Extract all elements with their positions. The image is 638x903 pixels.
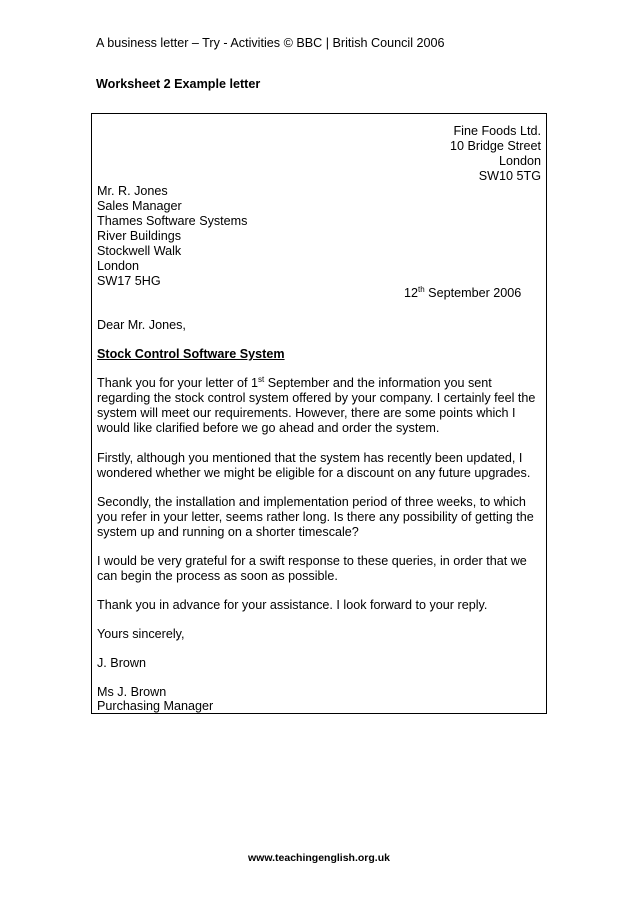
sender-postcode: SW10 5TG: [478, 169, 541, 183]
para1-suffix: st: [258, 375, 265, 384]
paragraph-3: Secondly, the installation and implementation period of three weeks, to which you refer in your letter, seems rather long. Is there any possibility of getting the system up and running on a shorter timescale?: [97, 495, 534, 539]
salutation: Dear Mr. Jones,: [97, 318, 186, 332]
recipient-company: Thames Software Systems: [97, 214, 248, 228]
sender-street: 10 Bridge Street: [449, 139, 541, 153]
sender-address: [450, 124, 541, 184]
signatory-title: Purchasing Manager: [97, 699, 214, 713]
recipient-building: River Buildings: [97, 229, 181, 243]
letter-date: [404, 286, 521, 300]
paragraph-1: [97, 376, 543, 436]
date-rest: September 2006: [424, 286, 522, 300]
recipient-street: Stockwell Walk: [97, 244, 182, 258]
recipient-title: Sales Manager: [97, 199, 182, 213]
recipient-postcode: SW17 5HG: [97, 274, 161, 288]
recipient-address: [97, 184, 247, 289]
recipient-name: Mr. R. Jones: [97, 184, 168, 198]
worksheet-title: Worksheet 2 Example letter: [96, 77, 261, 91]
paragraph-5: Thank you in advance for your assistance. I look forward to your reply.: [97, 598, 488, 612]
page-header: A business letter – Try - Activities © BBC | British Council 2006: [96, 36, 445, 50]
sender-company: Fine Foods Ltd.: [453, 124, 541, 138]
recipient-city: London: [97, 259, 140, 273]
paragraph-2: Firstly, although you mentioned that the system has recently been updated, I wondered whether we might be eligible for a discount on any future upgrades.: [97, 451, 531, 480]
footer-url: www.teachingenglish.org.uk: [248, 852, 390, 864]
sender-city: London: [498, 154, 541, 168]
letter-box: [91, 113, 547, 714]
date-day: 12: [404, 286, 419, 300]
signature: J. Brown: [97, 656, 146, 670]
signatory-name: Ms J. Brown: [97, 685, 167, 699]
closing: Yours sincerely,: [97, 627, 185, 641]
subject-line: Stock Control Software System: [97, 347, 285, 361]
paragraph-4: I would be very grateful for a swift response to these queries, in order that we can begin the process as soon as possible.: [97, 554, 527, 583]
para1-after: September and the information you sent regarding the stock control system offered by your company. I certainly feel the system will meet our requirements. However, there are some points which I would like clarified before we go ahead and order the system.: [97, 376, 536, 435]
date-suffix: th: [418, 285, 425, 294]
para1-before: Thank you for your letter of 1: [97, 376, 259, 390]
